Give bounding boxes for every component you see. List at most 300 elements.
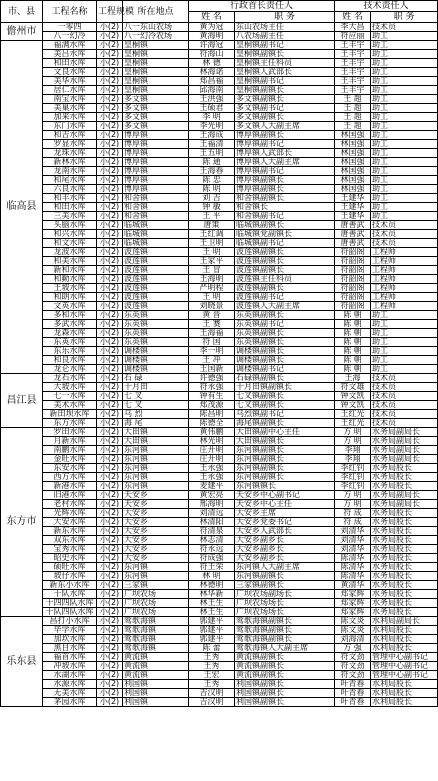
admin-name-cell: 黄伟鹏	[189, 428, 235, 437]
tech-duty-cell: 水务局股长	[371, 509, 438, 518]
tech-duty-cell: 助工	[371, 149, 438, 158]
admin-name-cell: 严明程	[189, 284, 235, 293]
admin-name-cell: 吉汉明	[189, 698, 235, 707]
tech-name-cell: 王建华	[335, 212, 371, 221]
tech-duty-cell: 技术员	[371, 383, 438, 392]
tech-name-cell: 王建华	[335, 203, 371, 212]
location-cell: 皇桐镇	[123, 41, 189, 50]
admin-name-cell: 林 明	[189, 572, 235, 581]
tech-name-cell: 符文劲	[335, 671, 371, 680]
tech-duty-cell: 助工	[371, 50, 438, 59]
project-scale-cell: 小(2)	[97, 518, 123, 527]
location-cell: 临城镇	[123, 230, 189, 239]
project-scale-cell: 小(2)	[97, 509, 123, 518]
project-name-cell: 水湖水库	[43, 671, 97, 680]
project-scale-cell: 小(2)	[97, 221, 123, 230]
tech-name-cell: 刘清华	[335, 536, 371, 545]
tech-name-cell: 符韶阁	[335, 275, 371, 284]
tech-name-cell: 李翔	[335, 446, 371, 455]
admin-duty-cell: 利国镇副镇长	[235, 689, 335, 698]
admin-duty-cell: 七叉镇副镇长	[235, 392, 335, 401]
location-cell: 和舍镇	[123, 212, 189, 221]
project-scale-cell: 小(2)	[97, 527, 123, 536]
admin-name-cell: 钟 敏	[189, 203, 235, 212]
tech-name-cell: 叶青春	[335, 698, 371, 707]
project-name-cell: 六良水库	[43, 185, 97, 194]
tech-duty-cell: 助工	[371, 329, 438, 338]
project-name-cell: 新港水库	[43, 482, 97, 491]
admin-name-cell: 符成强	[189, 554, 235, 563]
tech-duty-cell: 水务局股长	[371, 545, 438, 554]
tech-name-cell: 王红光	[335, 419, 371, 428]
tech-duty-cell: 工程师	[371, 284, 438, 293]
tech-name-cell: 方 明	[335, 491, 371, 500]
admin-duty-cell: 大安乡副乡长	[235, 554, 335, 563]
table-body	[1, 23, 438, 707]
tech-name-cell: 林国强	[335, 149, 371, 158]
admin-name-cell: 许海冠	[189, 41, 235, 50]
project-name-cell: 和田水库	[43, 59, 97, 68]
location-cell: 广坝农场	[123, 599, 189, 608]
admin-duty-cell: 乌烈镇副书记	[235, 410, 335, 419]
project-scale-cell: 小(2)	[97, 590, 123, 599]
tech-duty-cell: 助工	[371, 77, 438, 86]
admin-name-cell: 黄宏亮	[189, 491, 235, 500]
tech-duty-cell: 技术员	[371, 239, 438, 248]
location-cell: 博厚镇	[123, 158, 189, 167]
location-cell: 天安乡	[123, 500, 189, 509]
location-cell: 博厚镇	[123, 140, 189, 149]
tech-name-cell: 李大昌	[335, 23, 371, 32]
admin-duty-cell: 大安乡副乡长	[235, 536, 335, 545]
location-cell: 皇桐镇	[123, 68, 189, 77]
project-name-cell: 三美水库	[43, 212, 97, 221]
project-scale-cell: 小(2)	[97, 149, 123, 158]
project-name-cell: 光辉水库	[43, 509, 97, 518]
project-scale-cell: 小(2)	[97, 608, 123, 617]
tech-duty-cell: 水务局股长	[371, 536, 438, 545]
tech-duty-cell: 助工	[371, 131, 438, 140]
table-header	[1, 1, 438, 23]
project-scale-cell: 小(2)	[97, 185, 123, 194]
tech-duty-cell: 水利局股长	[371, 698, 438, 707]
admin-name-cell: 王 明	[189, 293, 235, 302]
admin-duty-cell: 临城镇副书记	[235, 239, 335, 248]
tech-duty-cell: 技术员	[371, 230, 438, 239]
admin-duty-cell: 大田镇副镇长	[235, 437, 335, 446]
project-scale-cell: 小(2)	[97, 275, 123, 284]
admin-duty-cell: 东河镇副镇长	[235, 473, 335, 482]
tech-name-cell: 刘清华	[335, 545, 371, 554]
project-name-cell: 东门水库	[43, 122, 97, 131]
project-scale-cell: 小(2)	[97, 131, 123, 140]
tech-name-cell: 王海	[335, 374, 371, 383]
location-cell: 皇桐镇	[123, 77, 189, 86]
admin-duty-cell: 东英镇副镇长	[235, 329, 335, 338]
project-scale-cell: 小(2)	[97, 401, 123, 410]
project-name-cell: 新东水库	[43, 527, 97, 536]
tech-name-cell: 方 明	[335, 428, 371, 437]
project-scale-cell: 小(2)	[97, 671, 123, 680]
admin-name-cell: 陈德全	[189, 419, 235, 428]
location-cell: 东英镇	[123, 338, 189, 347]
project-scale-cell: 小(2)	[97, 140, 123, 149]
admin-duty-cell: 黄流镇副镇长	[235, 662, 335, 671]
admin-name-cell: 郭建平	[189, 617, 235, 626]
tech-duty-cell: 技术员	[371, 401, 438, 410]
admin-name-cell: 王秀	[189, 680, 235, 689]
admin-duty-cell: 大安乡人武部长	[235, 527, 335, 536]
project-scale-cell: 小(2)	[97, 239, 123, 248]
tech-duty-cell: 技术员	[371, 392, 438, 401]
tech-name-cell: 陈清华	[335, 563, 371, 572]
admin-name-cell: 王福清	[189, 140, 235, 149]
location-cell: 东河镇	[123, 563, 189, 572]
admin-name-cell: 王宏	[189, 671, 235, 680]
location-cell: 东河镇	[123, 464, 189, 473]
tech-duty-cell: 助工	[371, 158, 438, 167]
tech-name-cell: 王 超	[335, 113, 371, 122]
project-name-cell: 罗田水库	[43, 428, 97, 437]
tech-duty-cell: 管理中心副书记	[371, 662, 438, 671]
tech-name-cell: 王丰宇	[335, 77, 371, 86]
project-scale-cell: 小(2)	[97, 446, 123, 455]
project-name-cell: 多武水库	[43, 320, 97, 329]
tech-duty-cell: 助工	[371, 356, 438, 365]
project-name-cell: 八一幻冷	[43, 32, 97, 41]
project-scale-cell: 小(2)	[97, 122, 123, 131]
location-cell: 大安乡	[123, 509, 189, 518]
header-tech-group: 技术责任人	[335, 1, 438, 12]
admin-duty-cell: 波莲镇副镇长	[235, 257, 335, 266]
admin-duty-cell: 黄流镇副镇长	[235, 653, 335, 662]
tech-name-cell: 李翔	[335, 455, 371, 464]
tech-duty-cell: 水务局股长	[371, 581, 438, 590]
tech-name-cell: 符韶阁	[335, 257, 371, 266]
tech-duty-cell: 水务局股长	[371, 473, 438, 482]
tech-name-cell: 符文劲	[335, 662, 371, 671]
location-cell: 黄流镇	[123, 653, 189, 662]
tech-duty-cell: 助工	[371, 185, 438, 194]
location-cell: 石 碌	[123, 374, 189, 383]
project-name-cell: 七一水库	[43, 392, 97, 401]
admin-name-cell: 王 赛	[189, 320, 235, 329]
project-scale-cell: 小(2)	[97, 680, 123, 689]
admin-duty-cell: 调楼镇副镇长	[235, 356, 335, 365]
admin-name-cell: 符海山	[189, 50, 235, 59]
tech-name-cell: 陈文炎	[335, 617, 371, 626]
tech-name-cell: 王红光	[335, 410, 371, 419]
admin-duty-cell: 多文镇人大副主席	[235, 122, 335, 131]
project-name-cell: 文良水库	[43, 68, 97, 77]
project-name-cell: 王坡水库	[43, 284, 97, 293]
project-scale-cell: 小(2)	[97, 662, 123, 671]
location-cell: 临城镇	[123, 221, 189, 230]
admin-duty-cell: 石碌镇副镇长	[235, 374, 335, 383]
location-cell: 调楼镇	[123, 365, 189, 374]
project-name-cell: 十四四队水库	[43, 599, 97, 608]
tech-name-cell: 叶青春	[335, 689, 371, 698]
tech-duty-cell: 助工	[371, 212, 438, 221]
tech-duty-cell: 工程师	[371, 302, 438, 311]
tech-duty-cell: 水务局股长	[371, 563, 438, 572]
admin-duty-cell: 多文镇副镇长	[235, 95, 335, 104]
location-cell: 皇桐镇	[123, 59, 189, 68]
project-scale-cell: 小(2)	[97, 437, 123, 446]
admin-name-cell: 钟有生	[189, 392, 235, 401]
admin-name-cell: 符永远	[189, 545, 235, 554]
tech-name-cell: 陈清华	[335, 572, 371, 581]
tech-duty-cell: 助工	[371, 347, 438, 356]
project-name-cell: 新田坝水库	[43, 410, 97, 419]
admin-duty-cell: 莺歌海镇副镇长	[235, 617, 335, 626]
location-cell: 波莲镇	[123, 266, 189, 275]
project-name-cell: 月新水库	[43, 437, 97, 446]
admin-duty-cell: 临城镇副镇长	[235, 221, 335, 230]
location-cell: 波莲镇	[123, 284, 189, 293]
tech-name-cell: 刘清华	[335, 527, 371, 536]
location-cell: 波莲镇	[123, 302, 189, 311]
tech-duty-cell: 助工	[371, 338, 438, 347]
tech-duty-cell: 水务局股长	[371, 527, 438, 536]
project-scale-cell: 小(2)	[97, 77, 123, 86]
admin-name-cell: 符王荣	[189, 563, 235, 572]
admin-duty-cell: 海尾镇副镇长	[235, 419, 335, 428]
admin-name-cell: 李 明	[189, 113, 235, 122]
project-name-cell: 美术水库	[43, 401, 97, 410]
header-admin-duty: 职 务	[235, 12, 335, 23]
location-cell: 广坝农场	[123, 590, 189, 599]
tech-duty-cell: 水务局股长	[371, 518, 438, 527]
location-cell: 东英镇	[123, 329, 189, 338]
tech-name-cell: 林国强	[335, 185, 371, 194]
tech-duty-cell: 水务局股长	[371, 590, 438, 599]
tech-duty-cell: 工程师	[371, 275, 438, 284]
project-name-cell: 福满水库	[43, 41, 97, 50]
project-name-cell: 西方水库	[43, 473, 97, 482]
location-cell: 波莲镇	[123, 257, 189, 266]
project-scale-cell: 小(2)	[97, 617, 123, 626]
tech-duty-cell: 水务局股长	[371, 464, 438, 473]
project-name-cell: 大坡水库	[43, 383, 97, 392]
location-cell: 乌 烈	[123, 410, 189, 419]
project-scale-cell: 小(2)	[97, 266, 123, 275]
admin-duty-cell: 七叉镇副镇长	[235, 401, 335, 410]
admin-name-cell: 刘清远	[189, 509, 235, 518]
tech-name-cell: 方 明	[335, 500, 371, 509]
location-cell: 皇桐镇	[123, 86, 189, 95]
project-scale-cell: 小(2)	[97, 653, 123, 662]
tech-duty-cell: 助工	[371, 320, 438, 329]
admin-name-cell: 王卫明	[189, 239, 235, 248]
location-cell: 博厚镇	[123, 149, 189, 158]
admin-duty-cell: 调楼镇副镇长	[235, 347, 335, 356]
header-project-scale: 工程规模	[97, 1, 123, 23]
project-name-cell: 昌打小水库	[43, 617, 97, 626]
project-scale-cell: 小(2)	[97, 302, 123, 311]
admin-duty-cell: 和舍镇副镇长	[235, 194, 335, 203]
admin-duty-cell: 波莲镇副镇长	[235, 266, 335, 275]
tech-name-cell: 王丰宇	[335, 50, 371, 59]
location-cell: 利国镇	[123, 698, 189, 707]
project-name-cell: 罗显水库	[43, 140, 97, 149]
project-name-cell: 金旺水库	[43, 455, 97, 464]
admin-duty-cell: 广坝农场场长	[235, 608, 335, 617]
project-name-cell: 龙森水库	[43, 329, 97, 338]
location-cell: 七 叉	[123, 392, 189, 401]
location-cell: 多文镇	[123, 95, 189, 104]
admin-duty-cell: 皇桐镇主任科员	[235, 59, 335, 68]
admin-duty-cell: 天安乡中心主任	[235, 500, 335, 509]
admin-name-cell: 林华新	[189, 590, 235, 599]
tech-name-cell: 符文雄	[335, 383, 371, 392]
location-cell: 黄流镇	[123, 671, 189, 680]
admin-name-cell: 王红调	[189, 230, 235, 239]
project-scale-cell: 小(2)	[97, 104, 123, 113]
tech-name-cell: 符韶阁	[335, 302, 371, 311]
tech-duty-cell: 水务局股长	[371, 554, 438, 563]
tech-duty-cell: 管理中心副书记	[371, 671, 438, 680]
header-tech-name: 姓 名	[335, 12, 371, 23]
project-name-cell: 龙珠水库	[43, 149, 97, 158]
tech-name-cell: 唐善武	[335, 221, 371, 230]
admin-duty-cell: 东河镇副镇长	[235, 572, 335, 581]
project-scale-cell: 小(2)	[97, 212, 123, 221]
admin-duty-cell: 大安乡党委书记	[235, 518, 335, 527]
admin-duty-cell: 东河镇副镇长	[235, 455, 335, 464]
location-cell: 博厚镇	[123, 176, 189, 185]
project-name-cell: 居仁水库	[43, 86, 97, 95]
tech-name-cell: 陈 朝	[335, 329, 371, 338]
tech-name-cell: 陈 朝	[335, 347, 371, 356]
project-scale-cell: 小(2)	[97, 644, 123, 653]
tech-name-cell: 陈清华	[335, 554, 371, 563]
project-name-cell: 和文水库	[43, 239, 97, 248]
project-scale-cell: 小(2)	[97, 329, 123, 338]
location-cell: 多文镇	[123, 122, 189, 131]
admin-name-cell: 刘 吉	[189, 194, 235, 203]
project-name-cell: 新东小水库	[43, 581, 97, 590]
project-name-cell: 昭史水库	[43, 554, 97, 563]
admin-duty-cell: 东河镇人大副主席	[235, 563, 335, 572]
project-scale-cell: 小(2)	[97, 554, 123, 563]
location-cell: 天安乡	[123, 491, 189, 500]
admin-duty-cell: 博厚镇人武部长	[235, 149, 335, 158]
project-scale-cell: 小(2)	[97, 167, 123, 176]
admin-name-cell: 邱海南	[189, 86, 235, 95]
project-name-cell: 加来水库	[43, 113, 97, 122]
project-scale-cell: 小(2)	[97, 284, 123, 293]
admin-duty-cell: 天安乡中心副书记	[235, 491, 335, 500]
tech-duty-cell: 助工	[371, 365, 438, 374]
location-cell: 波莲镇	[123, 293, 189, 302]
tech-name-cell: 黄清华	[335, 581, 371, 590]
admin-name-cell: 王海明	[189, 275, 235, 284]
tech-duty-cell: 水利局副局长	[371, 617, 438, 626]
tech-duty-cell: 水利局股长	[371, 689, 438, 698]
admin-duty-cell: 广坝农场副场长	[235, 590, 335, 599]
tech-duty-cell: 助工	[371, 194, 438, 203]
admin-name-cell: 王五明	[189, 149, 235, 158]
project-name-cell: 美巢水库	[43, 104, 97, 113]
admin-duty-cell: 东英镇副镇长	[235, 311, 335, 320]
tech-name-cell: 陈 朝	[335, 338, 371, 347]
admin-name-cell: 林王生	[189, 599, 235, 608]
tech-duty-cell: 助工	[371, 68, 438, 77]
project-name-cell: 龙仑水库	[43, 365, 97, 374]
location-cell: 东河镇	[123, 446, 189, 455]
project-name-cell: 黑目水库	[43, 644, 97, 653]
project-name-cell: 文英水库	[43, 302, 97, 311]
admin-duty-cell: 临城镇党副镇长	[235, 230, 335, 239]
tech-duty-cell: 助工	[371, 140, 438, 149]
tech-name-cell: 符韶阁	[335, 248, 371, 257]
location-cell: 博厚镇	[123, 185, 189, 194]
location-cell: 和舍镇	[123, 194, 189, 203]
admin-name-cell: 郭建平	[189, 626, 235, 635]
admin-duty-cell: 三家镇副镇长	[235, 581, 335, 590]
tech-name-cell: 王丰宇	[335, 41, 371, 50]
admin-name-cell: 王 冲	[189, 356, 235, 365]
project-name-cell: 十队四队水库	[43, 608, 97, 617]
project-name-cell: 和良水库	[43, 356, 97, 365]
tech-duty-cell: 工程师	[371, 257, 438, 266]
project-name-cell: 南宝水库	[43, 95, 97, 104]
project-scale-cell: 小(2)	[97, 473, 123, 482]
admin-duty-cell: 波莲镇副镇长	[235, 248, 335, 257]
tech-name-cell: 王 超	[335, 122, 371, 131]
location-cell: 多文镇	[123, 104, 189, 113]
location-cell: 大田镇	[123, 428, 189, 437]
project-scale-cell: 小(2)	[97, 383, 123, 392]
tech-duty-cell: 管理中心副书记	[371, 653, 438, 662]
project-scale-cell: 小(2)	[97, 248, 123, 257]
tech-duty-cell: 助工	[371, 113, 438, 122]
admin-name-cell: 陈 通	[189, 158, 235, 167]
project-scale-cell: 小(2)	[97, 536, 123, 545]
project-name-cell: 和朗水库	[43, 293, 97, 302]
project-scale-cell: 小(2)	[97, 689, 123, 698]
project-name-cell: 老村水库	[43, 500, 97, 509]
project-name-cell: 和吉水库	[43, 131, 97, 140]
county-cell: 乐东县	[1, 617, 43, 707]
admin-duty-cell: 东河镇副镇长	[235, 446, 335, 455]
tech-name-cell: 林国强	[335, 158, 371, 167]
project-name-cell: 南鹏水库	[43, 446, 97, 455]
project-name-cell: 福首水库	[43, 653, 97, 662]
admin-duty-cell: 东河镇副镇长	[235, 464, 335, 473]
admin-duty-cell: 莺歌海镇副镇长	[235, 626, 335, 635]
admin-name-cell: 邢海明	[189, 500, 235, 509]
tech-duty-cell: 工程师	[371, 266, 438, 275]
admin-name-cell: 黄为冠	[189, 23, 235, 32]
location-cell: 大安乡	[123, 554, 189, 563]
tech-name-cell: 钟文凯	[335, 401, 371, 410]
project-scale-cell: 小(2)	[97, 500, 123, 509]
admin-name-cell: 王秀	[189, 653, 235, 662]
tech-name-cell: 王建华	[335, 194, 371, 203]
admin-duty-cell: 东英镇副书记	[235, 320, 335, 329]
tech-name-cell: 方 强	[335, 644, 371, 653]
location-cell: 利国镇	[123, 680, 189, 689]
admin-duty-cell: 皇桐镇副镇长	[235, 86, 335, 95]
project-name-cell: 无美水库	[43, 689, 97, 698]
project-name-cell: 新和水库	[43, 266, 97, 275]
admin-duty-cell: 博厚镇副镇长	[235, 176, 335, 185]
admin-name-cell: 王永强	[189, 464, 235, 473]
project-name-cell: 和尾水库	[43, 176, 97, 185]
project-name-cell: 东英水库	[43, 338, 97, 347]
